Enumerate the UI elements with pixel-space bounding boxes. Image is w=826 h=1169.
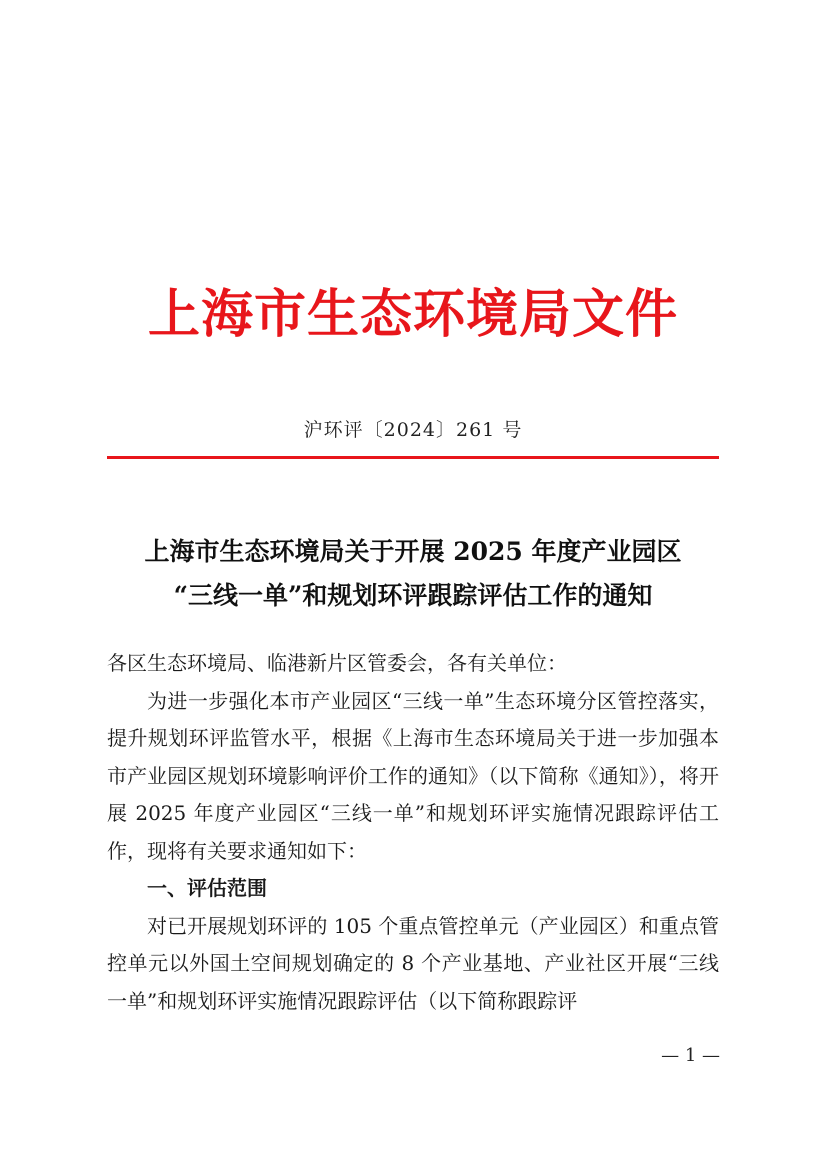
document-body <box>107 645 719 1020</box>
document-header-title: 上海市生态环境局文件 <box>147 284 678 345</box>
body-paragraph-1: 为进一步强化本市产业园区“三线一单”生态环境分区管控落实，提升规划环评监管水平，根据《上海市生态环境局关于进一步加强本市产业园区规划环境影响评价工作的通知》（以下简称《通知》），将开展 2025 年度产业园区“三线一单”和规划环评实施情况跟踪评估工作，现将有关要求通知如下： <box>107 688 719 863</box>
body-paragraph-2: 对已开展规划环评的 105 个重点管控单元（产业园区）和重点管控单元以外国土空间规划确定的 8 个产业基地、产业社区开展“三线一单”和规划环评实施情况跟踪评估（以下简称跟踪评 <box>107 913 719 1013</box>
salutation: 各区生态环境局、临港新片区管委会，各有关单位： <box>107 651 567 675</box>
section-heading-1: 一、评估范围 <box>147 876 267 900</box>
document-title-line-2: “三线一单”和规划环评跟踪评估工作的通知 <box>173 581 653 610</box>
document-title <box>107 530 719 618</box>
page-number: — 1 — <box>661 1045 720 1066</box>
document-number: 沪环评〔2024〕261 号 <box>303 419 523 441</box>
header-red-rule <box>107 456 719 459</box>
document-title-line-1: 上海市生态环境局关于开展 2025 年度产业园区 <box>144 537 682 566</box>
